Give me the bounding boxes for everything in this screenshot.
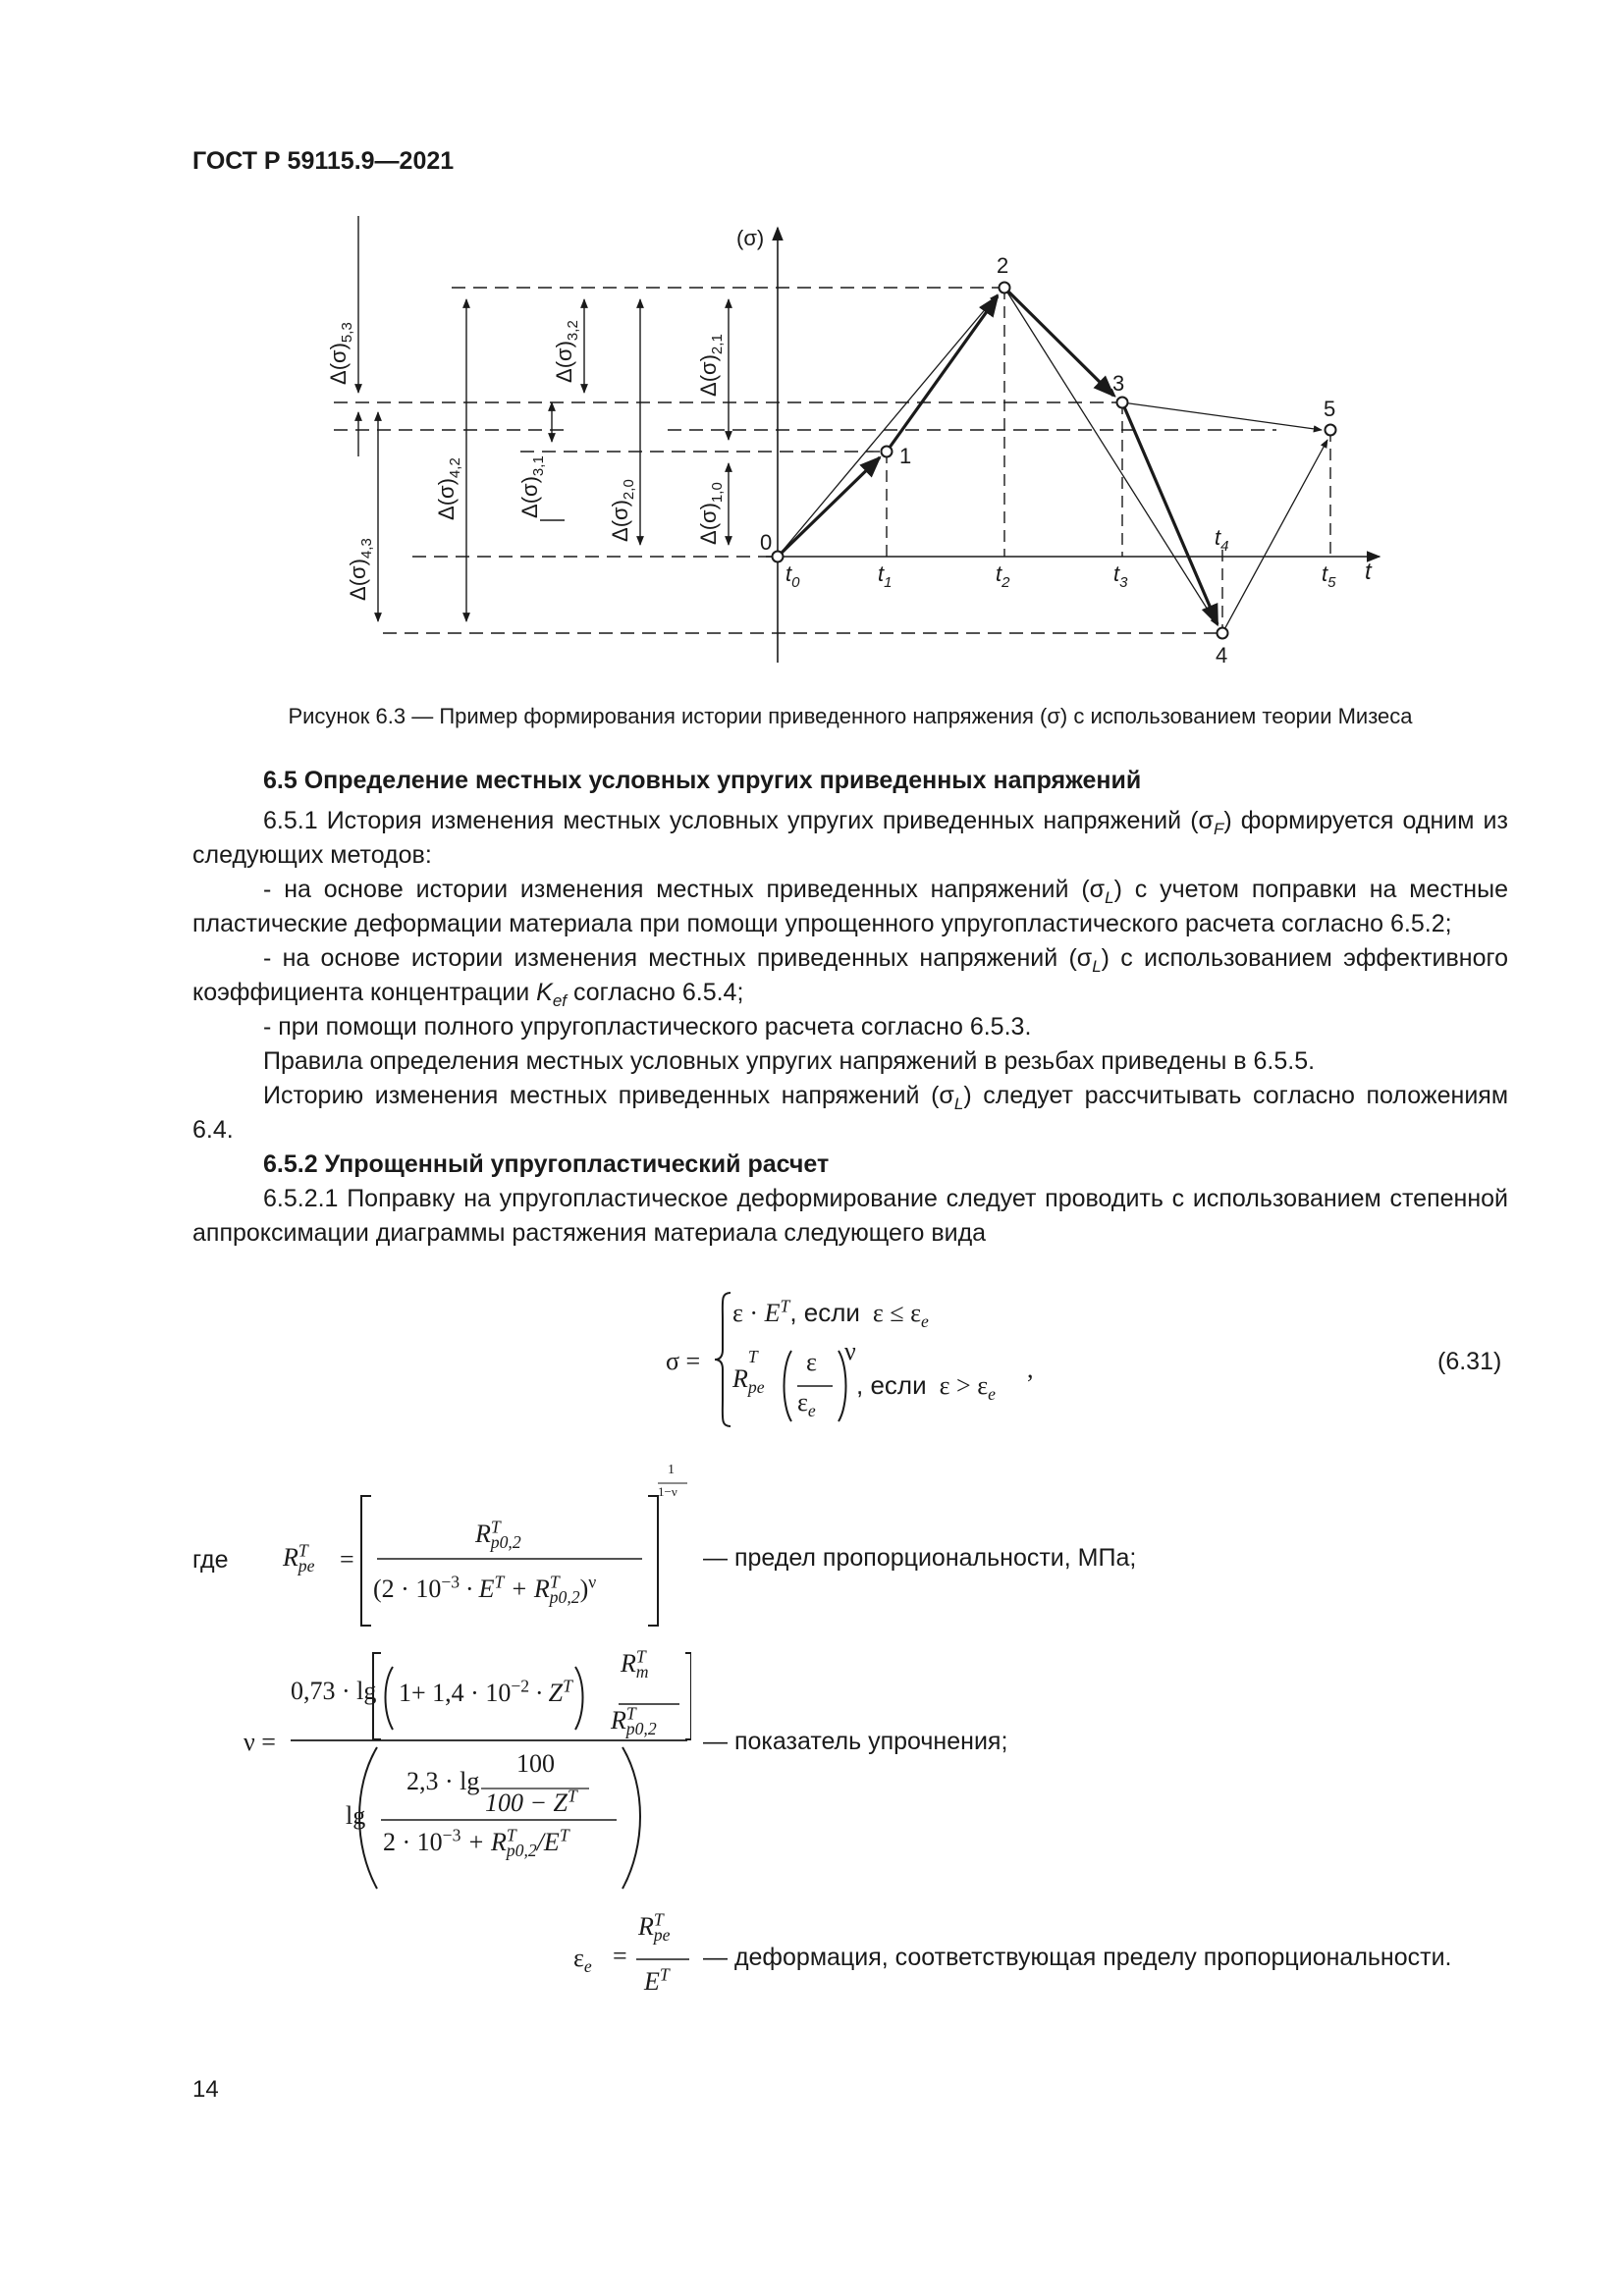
- point-1-label: 1: [899, 444, 912, 468]
- nu-lhs: ν =: [244, 1728, 276, 1756]
- document-header: ГОСТ Р 59115.9—2021: [192, 147, 455, 175]
- method-1: - на основе истории изменения местных приведенных напряжений $(\sigma_L)$ с учетом поправки на местные пластические деформации материала при помощи упрощенного упругопластического расчета согласно 6.5.2;: [192, 876, 1508, 937]
- range-3-1-label: $\Delta(\sigma)_{3,1}$: [517, 455, 547, 518]
- t1-label: $t_1$: [878, 561, 893, 591]
- stress-history-diagram: [295, 216, 1414, 677]
- rpe-eq: =: [340, 1545, 354, 1574]
- formula-comma: ,: [1027, 1355, 1034, 1383]
- rpe-brackets: [357, 1494, 662, 1629]
- eps-den: $E^T$: [644, 1964, 670, 1996]
- range-dimension-lines: [358, 216, 729, 621]
- range-3-2-label: $\Delta(\sigma)_{3,2}$: [552, 320, 581, 383]
- y-axis-label: (σ): [736, 226, 765, 250]
- range-4-2-label: $\Delta(\sigma)_{4,2}$: [434, 457, 463, 520]
- x-axis-label: t: [1365, 559, 1372, 585]
- page-number: 14: [192, 2076, 219, 2103]
- t4-label: $t_4$: [1215, 525, 1229, 555]
- formula-case-1: $\varepsilon \cdot E^T$, если $\varepsilon \le \varepsilon_e$: [732, 1296, 929, 1332]
- nu-num-lg: 0,73 · lg: [291, 1677, 377, 1705]
- nu-num-rp: $R^T_{p0,2}$: [611, 1703, 657, 1739]
- point-5-label: 5: [1324, 397, 1336, 421]
- formula-case-2: R T $_{pe}$: [732, 1347, 765, 1398]
- nu-den-denominator: $2 \cdot 10^{-3} + R^T_{p0,2}/E^T$: [383, 1825, 569, 1861]
- level-lines: [334, 288, 1276, 633]
- t0-label: $t_0$: [785, 561, 800, 591]
- paragraph-6-5-2-1: 6.5.2.1 Поправку на упругопластическое деформирование следует проводить с использованием степенной аппроксимации диаграммы растяжения материала следующего вида: [192, 1185, 1508, 1247]
- rpe-lhs: $R^T_{pe}$: [283, 1540, 315, 1576]
- eps-eq: =: [613, 1942, 627, 1970]
- formula-number: (6.31): [1437, 1348, 1502, 1375]
- nu-num-bracket: $1+ 1,4 \cdot 10^{-2} \cdot Z^T$: [399, 1676, 572, 1707]
- method-3: - при помощи полного упругопластического расчета согласно 6.5.3.: [263, 1013, 1032, 1041]
- brace-left: [713, 1291, 732, 1428]
- paragraph-history: Историю изменения местных приведенных напряжений $(\sigma_L)$ следует рассчитывать согласно положениям 6.4.: [192, 1082, 1509, 1144]
- rpe-exp-den: 1−ν: [658, 1484, 677, 1499]
- eps-description: — деформация, соответствующая пределу пропорциональности.: [703, 1944, 1452, 1971]
- paragraph-6-5-1: 6.5.1 История изменения местных условных упругих приведенных напряжений $(\sigma_F)$ формируется одним из следующих методов:: [192, 807, 1508, 869]
- point-2-label: 2: [997, 253, 1009, 278]
- time-drop-lines: [887, 288, 1330, 633]
- formula-6-31-lhs: σ =: [666, 1347, 701, 1375]
- case2-den: $\varepsilon_e$: [797, 1388, 816, 1421]
- t5-label: $t_5$: [1322, 561, 1336, 591]
- nu-den-lg: lg: [346, 1801, 366, 1830]
- figure-caption: Рисунок 6.3 — Пример формирования истории приведенного напряжения (σ) с использованием теории Мизеса: [288, 704, 1413, 728]
- case2-num: ε: [806, 1348, 817, 1376]
- case2-exp: ν: [844, 1337, 856, 1365]
- section-6-5: [192, 764, 1508, 1251]
- rpe-description: — предел пропорциональности, МПа;: [703, 1544, 1137, 1572]
- range-1-0-label: $\Delta(\sigma)_{1,0}$: [696, 482, 726, 545]
- point-0-label: 0: [760, 530, 773, 555]
- nu-den-100: 100: [516, 1749, 555, 1778]
- mises-path-lines: [778, 288, 1327, 633]
- range-5-3-label: $\Delta(\sigma)_{5,3}$: [326, 322, 355, 385]
- paragraph-thread-rules: Правила определения местных условных упругих напряжений в резьбах приведены в 6.5.5.: [263, 1047, 1316, 1075]
- eps-lhs: $\varepsilon_e$: [573, 1944, 592, 1977]
- rpe-exp-num: 1: [668, 1463, 675, 1477]
- where-label: где: [192, 1546, 229, 1574]
- t2-label: $t_2$: [996, 561, 1010, 591]
- range-2-0-label: $\Delta(\sigma)_{2,0}$: [608, 479, 637, 542]
- nu-description: — показатель упрочнения;: [703, 1728, 1008, 1755]
- point-4-label: 4: [1216, 643, 1228, 667]
- eps-fraction-bar: [636, 1957, 691, 1961]
- section-6-5-2-title: 6.5.2 Упрощенный упругопластический расчет: [263, 1150, 830, 1178]
- nu-den-lg23: 2,3 · lg: [406, 1767, 480, 1795]
- t3-label: $t_3$: [1113, 561, 1128, 591]
- nu-den-100z: $100 - Z^T$: [485, 1786, 577, 1817]
- section-6-5-title: 6.5 Определение местных условных упругих приведенных напряжений: [263, 767, 1142, 794]
- range-2-1-label: $\Delta(\sigma)_{2,1}$: [696, 334, 726, 397]
- point-3-label: 3: [1112, 371, 1125, 396]
- rpe-numerator: $R^T_{p0,2}$: [475, 1517, 521, 1553]
- rpe-denominator: $(2 \cdot 10^{-3} \cdot E^T + R^T_{p0,2})^\nu$: [373, 1572, 597, 1608]
- method-2: - на основе истории изменения местных приведенных напряжений $(\sigma_L)$ с использованием эффективного коэффициента концентрации $K_{ef}$ согласно 6.5.4;: [192, 944, 1508, 1010]
- case2-cond: , если $\varepsilon > \varepsilon_e$: [856, 1370, 996, 1405]
- eps-num: $R^T_{pe}$: [638, 1909, 671, 1946]
- nu-num-rm: $R^T_m$: [621, 1646, 649, 1682]
- range-4-3-label: $\Delta(\sigma)_{4,3}$: [346, 538, 375, 601]
